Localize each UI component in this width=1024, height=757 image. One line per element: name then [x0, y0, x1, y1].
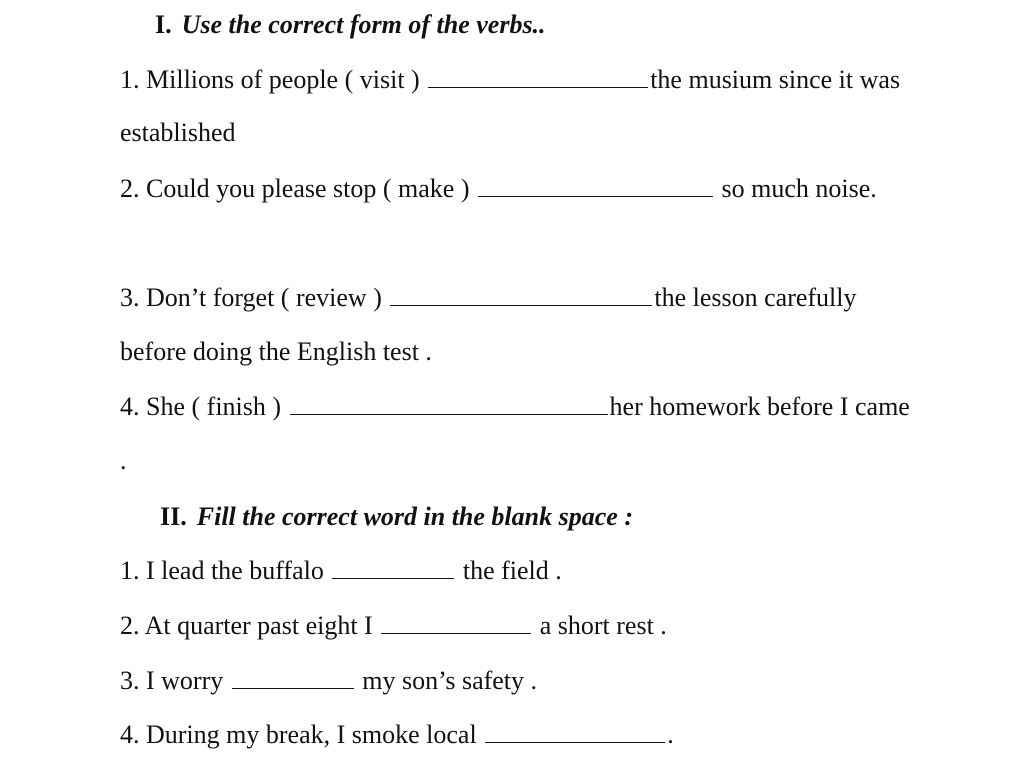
section-2-heading	[160, 502, 633, 532]
question-text: her homework before I came	[609, 392, 910, 421]
question-2-3	[120, 666, 537, 696]
question-2-2	[120, 611, 667, 641]
question-1-3-continued: before doing the English test .	[120, 337, 432, 366]
question-text: 1. I lead the buffalo	[120, 556, 324, 585]
answer-blank[interactable]	[478, 174, 713, 197]
question-1-1	[120, 65, 900, 95]
answer-blank[interactable]	[232, 666, 354, 689]
question-text: 1. Millions of people ( visit )	[120, 65, 420, 94]
answer-blank[interactable]	[332, 556, 454, 579]
question-text: the lesson carefully	[654, 283, 857, 312]
question-text: the musium since it was	[650, 65, 901, 94]
answer-blank[interactable]	[485, 720, 665, 743]
section-1-title: Use the correct form of the verbs..	[181, 10, 546, 39]
question-text: 4. During my break, I smoke local	[120, 720, 477, 749]
question-text: so much noise.	[721, 174, 877, 203]
question-text: 3. Don’t forget ( review )	[120, 283, 382, 312]
question-text: 3. I worry	[120, 666, 224, 695]
question-1-3	[120, 283, 857, 313]
question-text: .	[667, 720, 674, 749]
question-text: the field .	[462, 556, 562, 585]
answer-blank[interactable]	[428, 65, 648, 88]
section-1-heading	[155, 10, 546, 40]
question-1-4	[120, 392, 910, 422]
answer-blank[interactable]	[290, 392, 608, 415]
answer-blank[interactable]	[390, 283, 652, 306]
question-1-1-continued: established	[120, 118, 236, 147]
question-2-1	[120, 556, 562, 586]
question-text: a short rest .	[539, 611, 667, 640]
question-1-2	[120, 174, 877, 204]
section-2-number: II.	[160, 502, 187, 531]
section-1-number: I.	[155, 10, 172, 39]
question-text: my son’s safety .	[362, 666, 538, 695]
question-text: 2. At quarter past eight I	[120, 611, 373, 640]
question-2-4	[120, 720, 674, 750]
question-1-4-continued: .	[120, 446, 127, 475]
section-2-title: Fill the correct word in the blank space :	[196, 502, 633, 531]
answer-blank[interactable]	[381, 611, 531, 634]
question-text: 2. Could you please stop ( make )	[120, 174, 470, 203]
question-text: 4. She ( finish )	[120, 392, 282, 421]
